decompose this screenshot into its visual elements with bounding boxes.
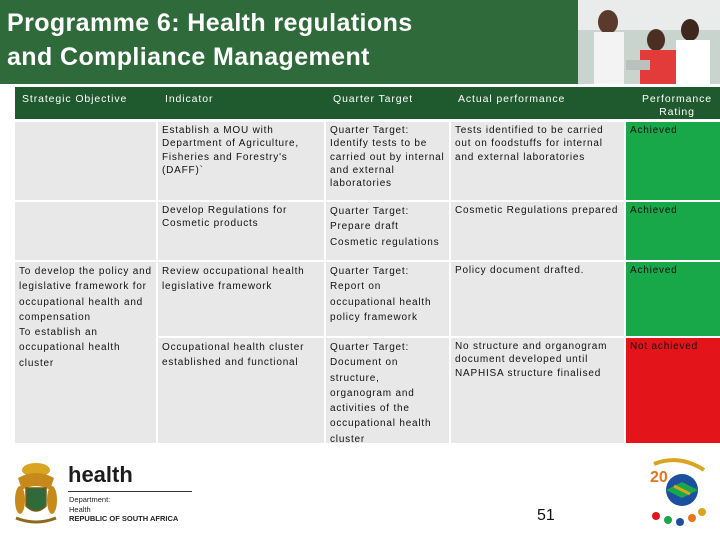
- dept-line-3: REPUBLIC OF SOUTH AFRICA: [69, 514, 179, 523]
- indicator-cell-2: Develop Regulations for Cosmetic products: [158, 202, 324, 260]
- actual-cell-3: Policy document drafted.: [451, 262, 624, 336]
- footer-divider: [68, 491, 192, 492]
- rating-cell-2: Achieved: [626, 202, 720, 260]
- header-indicator: Indicator: [165, 93, 214, 105]
- indicator-cell-4: Occupational health cluster established and functional: [158, 338, 324, 443]
- indicator-cell-1: Establish a MOU with Department of Agriculture, Fisheries and Forestry's (DAFF)`: [158, 122, 324, 200]
- header-strategic-objective: Strategic Objective: [22, 93, 128, 105]
- objective-cell-empty-1: [15, 122, 156, 200]
- coat-of-arms-icon: [10, 460, 62, 528]
- target-cell-2: Quarter Target: Prepare draft Cosmetic regulations: [326, 202, 449, 260]
- target-cell-3: Quarter Target: Report on occupational health policy framework: [326, 262, 449, 336]
- target-cell-4: Quarter Target: Document on structure, organogram and activities of the occupational health cluster: [326, 338, 449, 443]
- twenty-years-freedom-logo: [634, 456, 714, 536]
- strategic-objective-cell: To develop the policy and legislative framework for occupational health and compensation To establish an occupational health cluster: [15, 262, 156, 443]
- header-actual-performance: Actual performance: [458, 93, 566, 105]
- page-number: 51: [537, 507, 555, 524]
- rating-cell-3: Achieved: [626, 262, 720, 336]
- slide-title: Programme 6: Health regulations and Compliance Management: [7, 9, 413, 71]
- dept-line-2: Health: [69, 504, 91, 514]
- dept-line-1: Department:: [69, 495, 111, 504]
- header-quarter-target: Quarter Target: [333, 93, 414, 105]
- svg-text:20: 20: [650, 469, 668, 486]
- actual-cell-1: Tests identified to be carried out on foodstuffs for internal and external laboratories: [451, 122, 624, 200]
- table-header-row: [15, 87, 720, 119]
- header-photo: [578, 0, 720, 84]
- target-cell-1: Quarter Target: Identify tests to be carried out by internal and external laboratories: [326, 122, 449, 200]
- actual-cell-4: No structure and organogram document developed until NAPHISA structure finalised: [451, 338, 624, 443]
- title-bar: [0, 0, 720, 84]
- indicator-cell-3: Review occupational health legislative framework: [158, 262, 324, 336]
- actual-cell-2: Cosmetic Regulations prepared: [451, 202, 624, 260]
- rating-cell-1: Achieved: [626, 122, 720, 200]
- rating-cell-4: Not achieved: [626, 338, 720, 443]
- department-text: [69, 495, 178, 524]
- objective-cell-empty-2: [15, 202, 156, 260]
- health-logo-word: health: [68, 462, 133, 487]
- header-performance-rating: Performance Rating: [641, 93, 712, 118]
